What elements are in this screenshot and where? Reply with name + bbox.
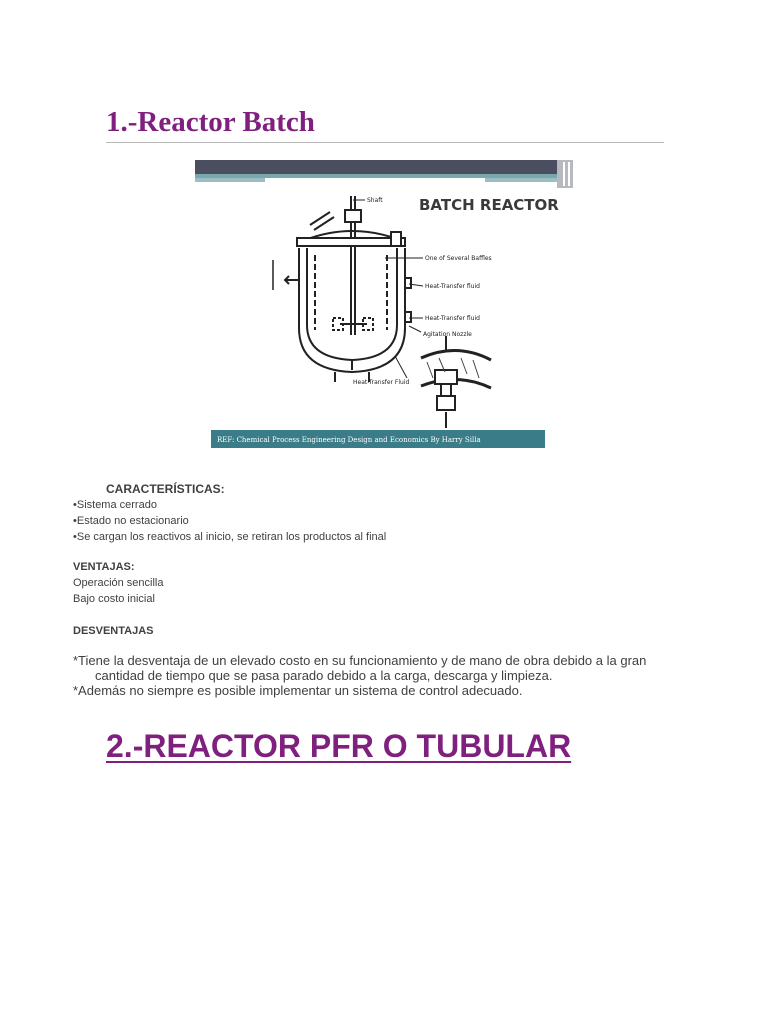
ventajas-heading: VENTAJAS: <box>73 561 135 573</box>
label-baffles: One of Several Baffles <box>425 255 492 262</box>
figure-caption: REF: Chemical Process Engineering Design and Economics By Harry Silla <box>217 436 481 444</box>
ventaja-1: Operación sencilla <box>73 577 164 589</box>
label-shaft: Shaft <box>367 197 383 204</box>
label-htf-bottom: Heat-Transfer Fluid <box>353 379 410 386</box>
title-rule <box>106 142 664 143</box>
caracteristicas-heading: CARACTERÍSTICAS: <box>106 482 225 496</box>
caracteristica-2: •Estado no estacionario <box>73 515 189 527</box>
section2-title[interactable]: 2.-REACTOR PFR O TUBULAR <box>106 728 572 764</box>
caracteristica-3: •Se cargan los reactivos al inicio, se retiran los productos al final <box>73 531 387 543</box>
desventaja-line-3: *Además no siempre es posible implementar un sistema de control adecuado. <box>73 683 523 698</box>
label-nozzle: Agitation Nozzle <box>423 331 472 338</box>
figure-title: BATCH REACTOR <box>419 196 559 214</box>
desventaja-line-2: cantidad de tiempo que se pasa parado debido a la carga, descarga y limpieza. <box>95 668 553 683</box>
label-htf1: Heat-Transfer fluid <box>425 283 480 290</box>
batch-reactor-figure <box>195 160 573 448</box>
label-htf2: Heat-Transfer fluid <box>425 315 480 322</box>
section1-title: 1.-Reactor Batch <box>106 106 315 138</box>
desventaja-line-1: *Tiene la desventaja de un elevado costo en su funcionamiento y de mano de obra debido a la gran <box>73 653 647 668</box>
ventaja-2: Bajo costo inicial <box>73 593 155 605</box>
desventajas-text <box>73 653 673 698</box>
caracteristica-1: •Sistema cerrado <box>73 499 157 511</box>
desventajas-heading: DESVENTAJAS <box>73 625 154 637</box>
